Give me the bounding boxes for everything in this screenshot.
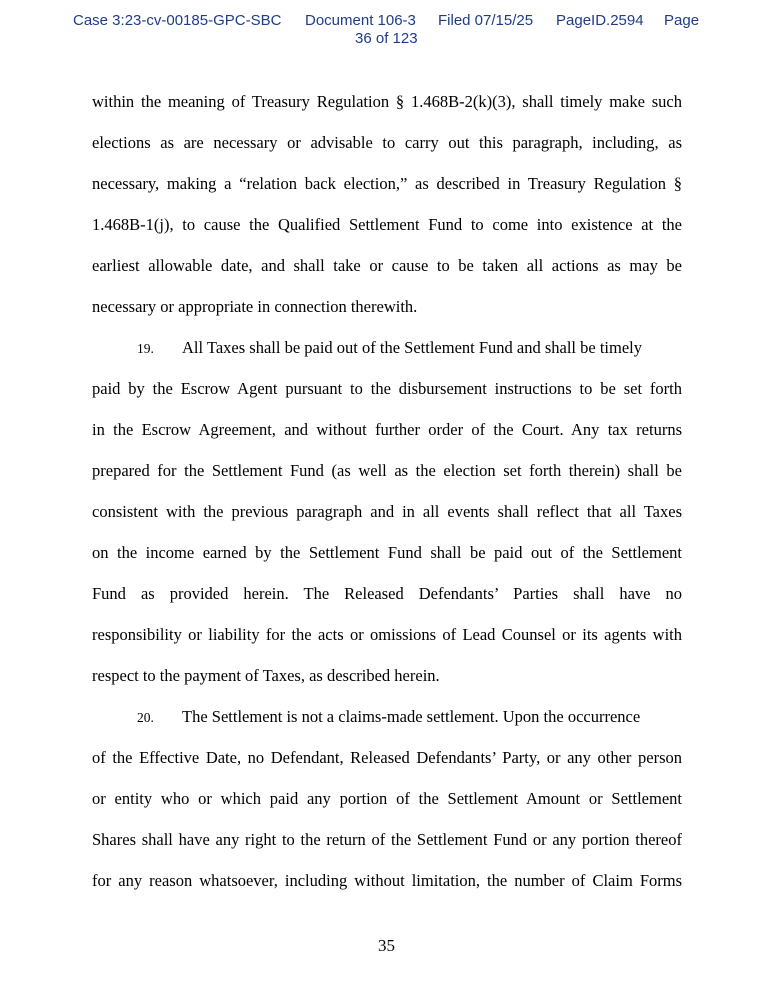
paragraph-20-first-line <box>92 707 682 728</box>
body-line: paid by the Escrow Agent pursuant to the disbursement instructions to be set forth <box>92 379 682 398</box>
body-line: prepared for the Settlement Fund (as well as the election set forth therein) shall be <box>92 461 682 480</box>
page-id: PageID.2594 <box>556 12 644 29</box>
body-line: necessary, making a “relation back election,” as described in Treasury Regulation § <box>92 174 682 193</box>
body-line: consistent with the previous paragraph and in all events shall reflect that all Taxes <box>92 502 682 521</box>
page-label: Page <box>664 12 700 29</box>
paragraph-number: 20. <box>137 710 154 725</box>
page-number: 35 <box>378 936 395 955</box>
document-number: Document 106-3 <box>305 12 416 29</box>
body-line: on the income earned by the Settlement Fund shall be paid out of the Settlement <box>92 543 682 562</box>
body-line: or entity who or which paid any portion of the Settlement Amount or Settlement <box>92 789 682 808</box>
body-line: respect to the payment of Taxes, as described herein. <box>92 666 440 685</box>
paragraph-text: All Taxes shall be paid out of the Settlement Fund and shall be timely <box>182 338 643 357</box>
body-line: within the meaning of Treasury Regulation § 1.468B-2(k)(3), shall timely make such <box>92 92 682 111</box>
body-line: earliest allowable date, and shall take or cause to be taken all actions as may be <box>92 256 682 275</box>
paragraph-number: 19. <box>137 341 154 356</box>
paragraph-19-first-line <box>92 338 682 359</box>
body-line: elections as are necessary or advisable to carry out this paragraph, including, as <box>92 133 682 152</box>
paragraph-text: The Settlement is not a claims-made settlement. Upon the occurrence <box>182 707 641 726</box>
body-line: in the Escrow Agreement, and without further order of the Court. Any tax returns <box>92 420 682 439</box>
case-number: Case 3:23-cv-00185-GPC-SBC <box>73 12 282 29</box>
body-line: for any reason whatsoever, including without limitation, the number of Claim Forms <box>92 871 682 890</box>
body-line: 1.468B-1(j), to cause the Qualified Settlement Fund to come into existence at the <box>92 215 682 234</box>
body-line: responsibility or liability for the acts or omissions of Lead Counsel or its agents with <box>92 625 682 644</box>
body-line: Fund as provided herein. The Released Defendants’ Parties shall have no <box>92 584 682 603</box>
body-line: Shares shall have any right to the return of the Settlement Fund or any portion thereof <box>92 830 682 849</box>
filed-date: Filed 07/15/25 <box>438 12 534 29</box>
body-line: of the Effective Date, no Defendant, Released Defendants’ Party, or any other person <box>92 748 682 767</box>
body-line: necessary or appropriate in connection therewith. <box>92 297 418 316</box>
document-page-count: 36 of 123 <box>355 30 418 47</box>
